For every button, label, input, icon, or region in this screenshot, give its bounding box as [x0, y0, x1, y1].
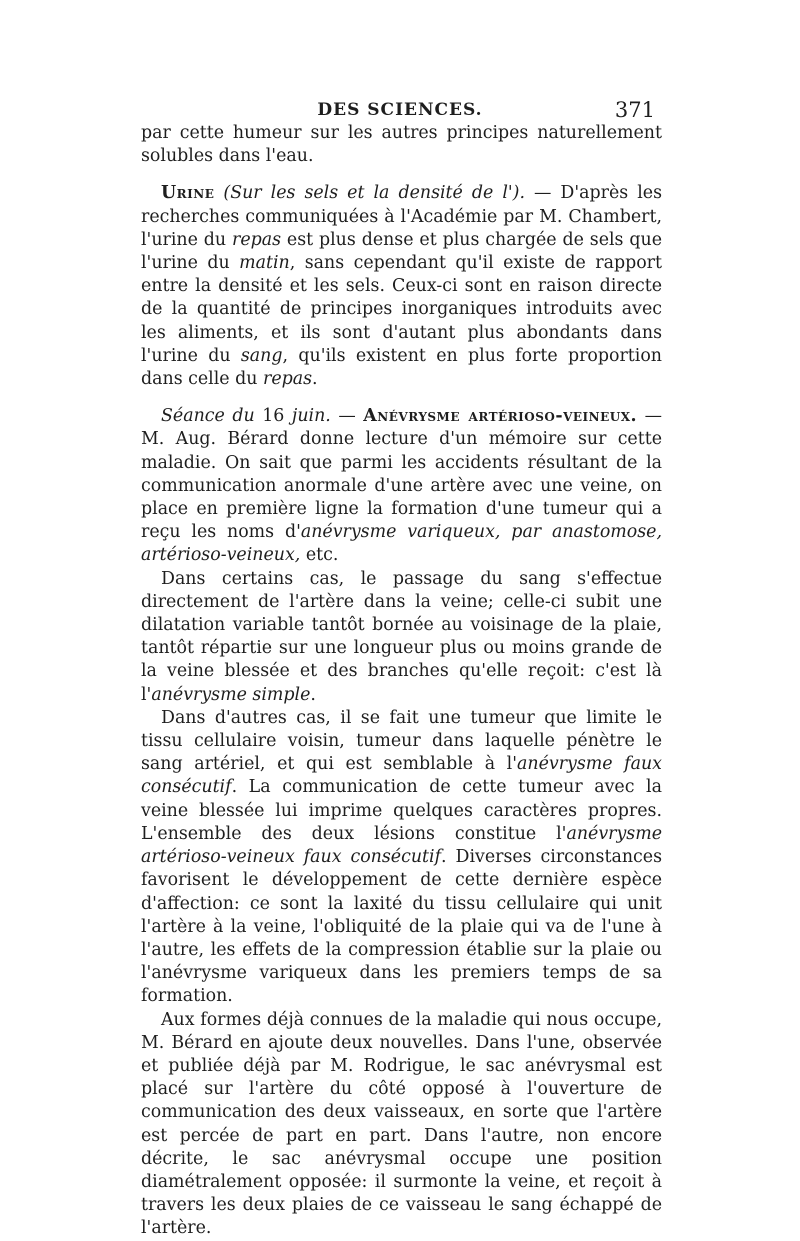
page-header	[0, 98, 800, 124]
section-title-urine: Urine	[161, 183, 215, 204]
italic-run: anévrysme variqueux, par anastomose, artérioso-veineux,	[141, 522, 662, 566]
text-run: etc.	[300, 545, 339, 566]
page-body	[141, 122, 662, 1241]
text-run: — M. Aug. Bérard donne lecture d'un mémoire sur cette maladie. On sait que parmi les accidents résultant de la communication anormale d'une artère avec une veine, on place en première ligne la formation d'une tumeur qui a reçu les noms d'	[141, 406, 663, 543]
text-run: — D'après les recherches communiquées à l'Académie par M. Chambert, l'urine du	[141, 183, 662, 250]
seance-label: Séance du	[161, 406, 255, 427]
dash: —	[330, 406, 364, 427]
text-run: , qu'ils existent en plus forte proportion dans celle du	[141, 345, 662, 390]
italic-run: anévrysme faux consécutif	[141, 754, 662, 798]
seance-date-month: juin.	[291, 406, 331, 427]
italic-run: anévrysme simple	[151, 684, 311, 705]
text-run: , sans cependant qu'il existe de rapport entre la densité et les sels. Ceux-ci sont en raison directe de la quantité de principes inorganiques introduits avec les aliments, et ils sont d'autant plus abondants dans l'urine du	[141, 253, 662, 366]
italic-run: anévrysme artérioso-veineux faux consécutif	[141, 823, 662, 868]
paragraph-formes	[141, 1009, 662, 1241]
italic-run: matin	[239, 253, 290, 274]
paragraph-urine	[141, 182, 662, 391]
paragraph-cas-certains	[141, 568, 662, 707]
text-run: .	[312, 369, 318, 390]
italic-run: repas	[232, 229, 282, 250]
paragraph-text: par cette humeur sur les autres principes naturellement solubles dans l'eau.	[141, 123, 662, 167]
text-run: est plus dense et plus chargée de sels que l'urine du	[141, 229, 662, 274]
paragraph-seance	[141, 405, 662, 567]
paragraph-autres-cas	[141, 707, 662, 1009]
italic-run: repas	[263, 369, 313, 390]
running-title: DES SCIENCES.	[317, 100, 483, 120]
section-subtitle-urine: (Sur les sels et la densité de l').	[223, 183, 525, 204]
text-run: .	[310, 684, 316, 705]
page-number: 371	[614, 98, 655, 122]
section-title-anevrysme: Anévrysme artérioso-veineux.	[363, 406, 638, 427]
text-run: Dans d'autres cas, il se fait une tumeur que limite le tissu cellulaire voisin, tumeur dans laquelle pénètre le sang artériel, et qui est semblable à l'	[141, 707, 662, 775]
text-run: Dans certains cas, le passage du sang s'effectue directement de l'artère dans la veine; celle-ci subit une dilatation variable tantôt bornée au voisinage de la plaie, tantôt répartie sur une longueur plus ou moins grande de la veine blessée et des branches qu'elle reçoit: c'est là l'	[141, 568, 662, 705]
seance-date-number: 16	[262, 406, 285, 427]
paragraph-text: Aux formes déjà connues de la maladie qui nous occupe, M. Bérard en ajoute deux nouvelles. Dans l'une, observée et publiée déjà par M. Rodrigue, le sac anévrysmal est placé sur l'artère du côté opposé à l'ouverture de communication des deux vaisseaux, en sorte que l'artère est percée de part en part. Dans l'autre, non encore décrite, le sac anévrysmal occupe une position diamétralement opposée: il surmonte la veine, et reçoit à travers les deux plaies de ce vaisseau le sang échappé de l'artère.	[141, 1009, 662, 1239]
paragraph-continuation	[141, 122, 662, 168]
italic-run: sang	[240, 345, 283, 366]
text-run: . La communication de cette tumeur avec la veine blessée lui imprime quelques caractères propres. L'ensemble des deux lésions constitue l'	[141, 777, 662, 844]
text-run: . Diverses circonstances favorisent le développement de cette dernière espèce d'affection: ce sont la laxité du tissu cellulaire qui unit l'artère à la veine, l'obliquité de la plaie qui va de l'une à l'autre, les effets de la compression établie sur la plaie ou l'anévrysme variqueux dans les premiers temps de sa formation.	[141, 847, 662, 1007]
